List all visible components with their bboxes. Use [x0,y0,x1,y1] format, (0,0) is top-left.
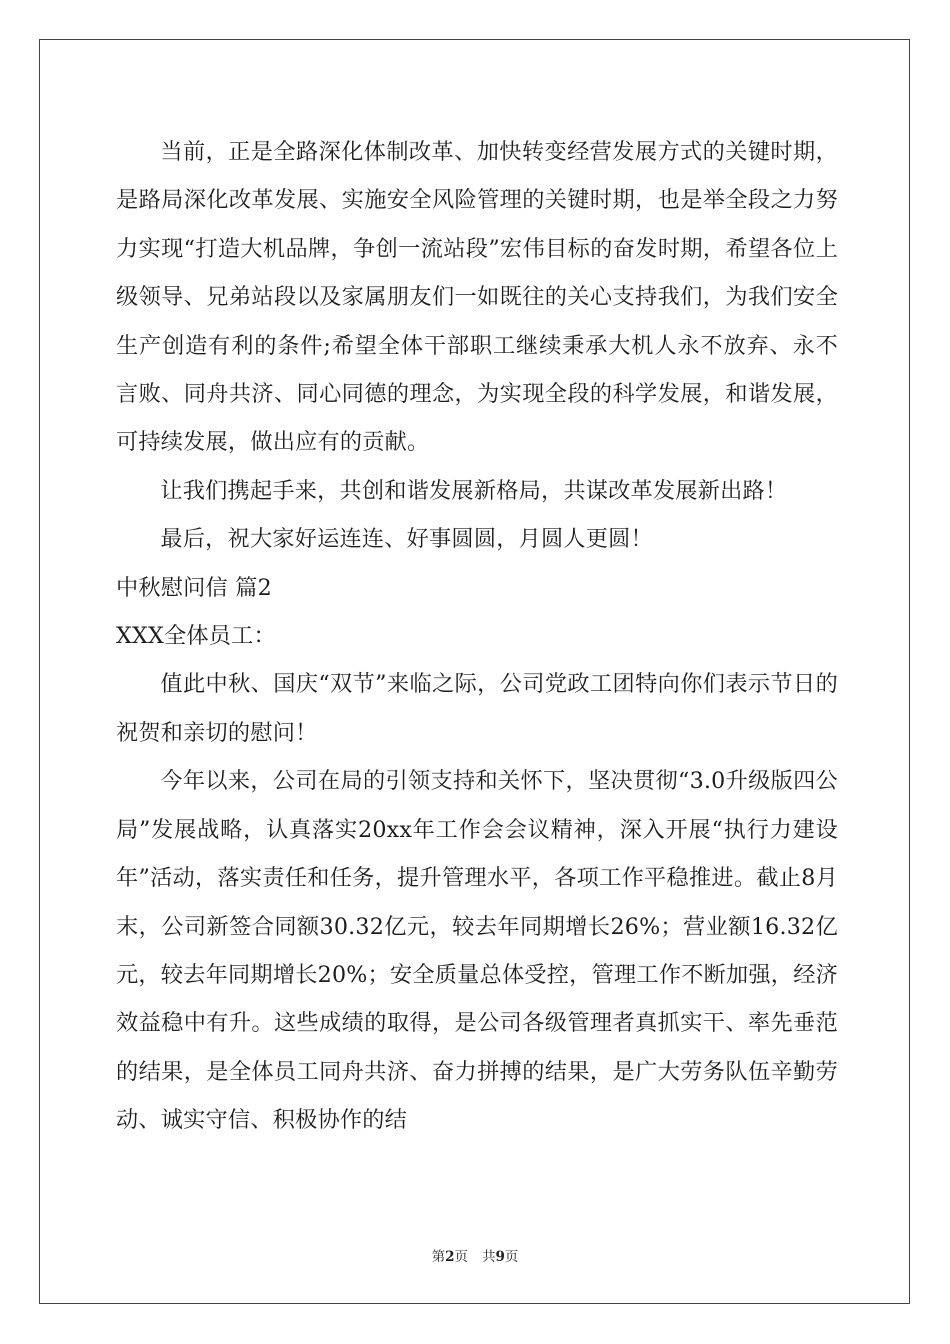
document-body [116,128,838,1145]
page-current: 2 [445,1249,455,1265]
section-heading: 中秋慰问信 篇2 [116,574,272,601]
paragraph: 最后，祝大家好运连连、好事圆圆，月圆人更圆！ [160,526,653,553]
total-prefix: 共 [482,1249,496,1265]
page-footer [0,1245,950,1265]
paragraph: 今年以来，公司在局的引领支持和关怀下，坚决贯彻“3.0升级版四公局”发展战略，认真落实20xx年工作会会议精神，深入开展“执行力建设年”活动，落实责任和任务，提升管理水平，各项工作平稳推进。截止8月末，公司新签合同额30.32亿元，较去年同期增长26%；营业额16.32亿元，较去年同期增长20%；安全质量总体受控，管理工作不断加强，经济效益稳中有升。这些成绩的取得，是公司各级管理者真抓实干、率先垂范的结果，是全体员工同舟共济、奋力拼搏的结果，是广大劳务队伍辛勤劳动、诚实守信、积极协作的结 [116,768,838,1134]
paragraph: 值此中秋、国庆“双节”来临之际，公司党政工团特向你们表示节日的祝贺和亲切的慰问！ [116,671,838,746]
paragraph: 让我们携起手来，共创和谐发展新格局，共谋改革发展新出路！ [160,477,788,504]
page-suffix: 页 [454,1249,468,1265]
page-prefix: 第 [431,1249,446,1265]
page-total: 9 [495,1249,505,1265]
total-suffix: 页 [504,1249,519,1265]
paragraph: 当前，正是全路深化体制改革、加快转变经营发展方式的关键时期，是路局深化改革发展、实施安全风险管理的关键时期，也是举全段之力努力实现“打造大机品牌，争创一流站段”宏伟目标的奋发时期，希望各位上级领导、兄弟站段以及家属朋友们一如既往的关心支持我们，为我们安全生产创造有利的条件;希望全体干部职工继续秉承大机人永不放弃、永不言败、同舟共济、同心同德的理念，为实现全段的科学发展，和谐发展，可持续发展，做出应有的贡献。 [116,139,838,456]
salutation: XXX全体员工： [116,623,276,650]
